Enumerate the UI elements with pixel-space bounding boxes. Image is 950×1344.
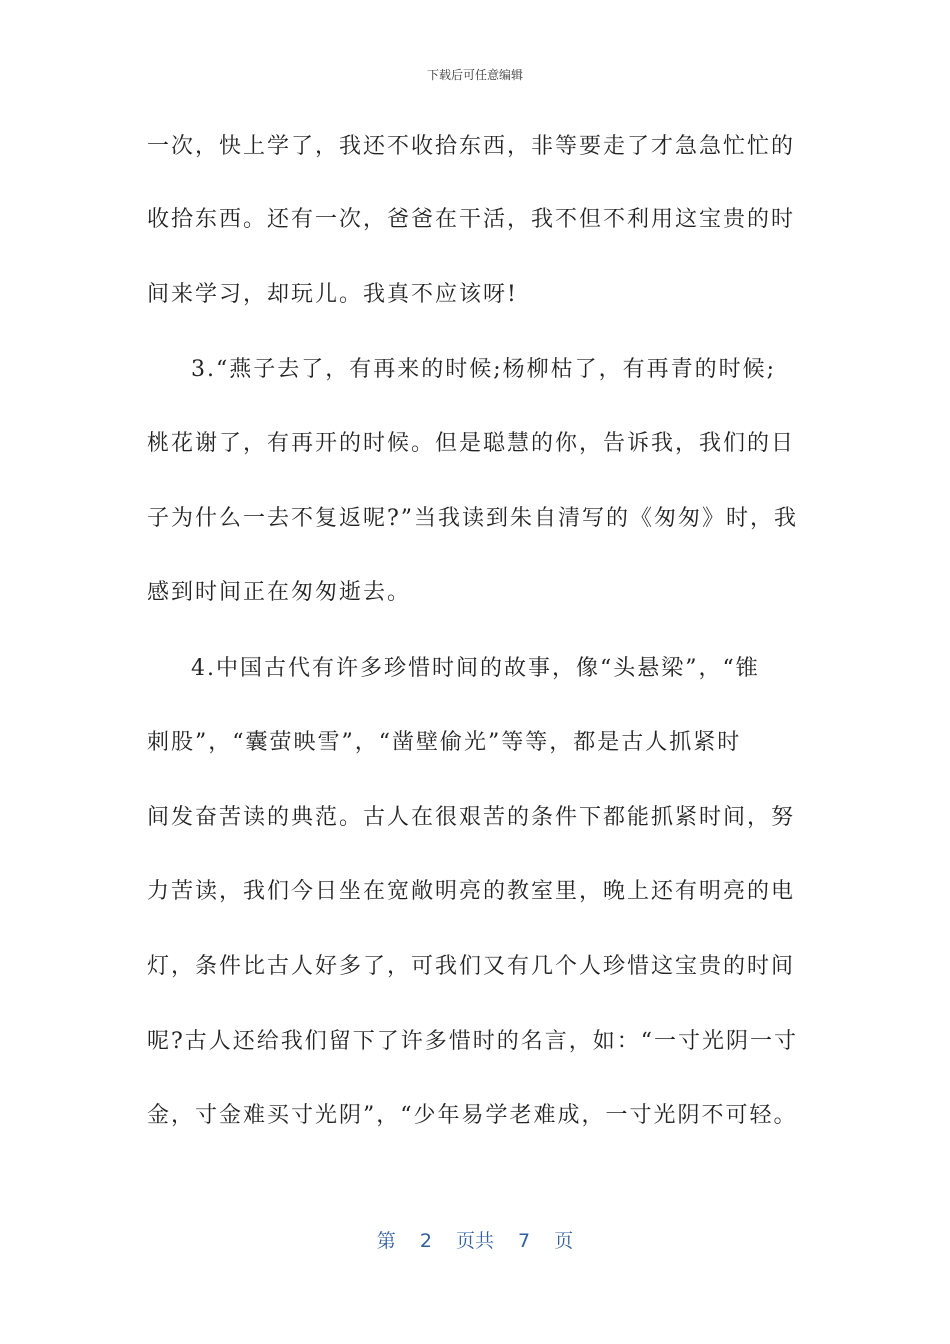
footer-middle: 页共 (455, 1230, 494, 1252)
page-footer (0, 1226, 950, 1253)
paragraph-line-12: 灯，条件比古人好多了，可我们又有几个人珍惜这宝贵的时间 (147, 954, 796, 979)
paragraph-line-4: 3.“燕子去了，有再来的时候;杨柳枯了，有再青的时候; (191, 357, 777, 382)
paragraph-line-10: 间发奋苦读的典范。古人在很艰苦的条件下都能抓紧时间，努 (147, 805, 796, 830)
paragraph-line-2: 收拾东西。还有一次，爸爸在干活，我不但不利用这宝贵的时 (147, 207, 796, 232)
paragraph-line-9: 刺股”，“囊萤映雪”，“凿壁偷光”等等，都是古人抓紧时 (147, 730, 742, 755)
paragraph-line-1: 一次，快上学了，我还不收拾东西，非等要走了才急急忙忙的 (147, 134, 796, 159)
paragraph-line-14: 金，寸金难买寸光阴”，“少年易学老难成，一寸光阴不可轻。 (147, 1103, 798, 1128)
paragraph-line-7: 感到时间正在匆匆逝去。 (147, 580, 412, 605)
paragraph-line-13: 呢?古人还给我们留下了许多惜时的名言，如：“一寸光阴一寸 (147, 1029, 799, 1054)
page-header: 下载后可任意编辑 (426, 68, 523, 82)
paragraph-line-11: 力苦读，我们今日坐在宽敞明亮的教室里，晚上还有明亮的电 (147, 879, 796, 904)
footer-prefix: 第 (376, 1230, 396, 1252)
footer-total-pages: 7 (518, 1230, 531, 1252)
footer-suffix: 页 (554, 1230, 574, 1252)
paragraph-line-3: 间来学习，却玩儿。我真不应该呀! (147, 282, 518, 307)
paragraph-line-6: 子为什么一去不复返呢?”当我读到朱自清写的《匆匆》时，我 (147, 506, 799, 531)
footer-current-page: 2 (419, 1230, 432, 1252)
paragraph-line-5: 桃花谢了，有再开的时候。但是聪慧的你，告诉我，我们的日 (147, 431, 796, 456)
paragraph-line-8: 4.中国古代有许多珍惜时间的故事，像“头悬梁”，“锥 (191, 656, 760, 681)
